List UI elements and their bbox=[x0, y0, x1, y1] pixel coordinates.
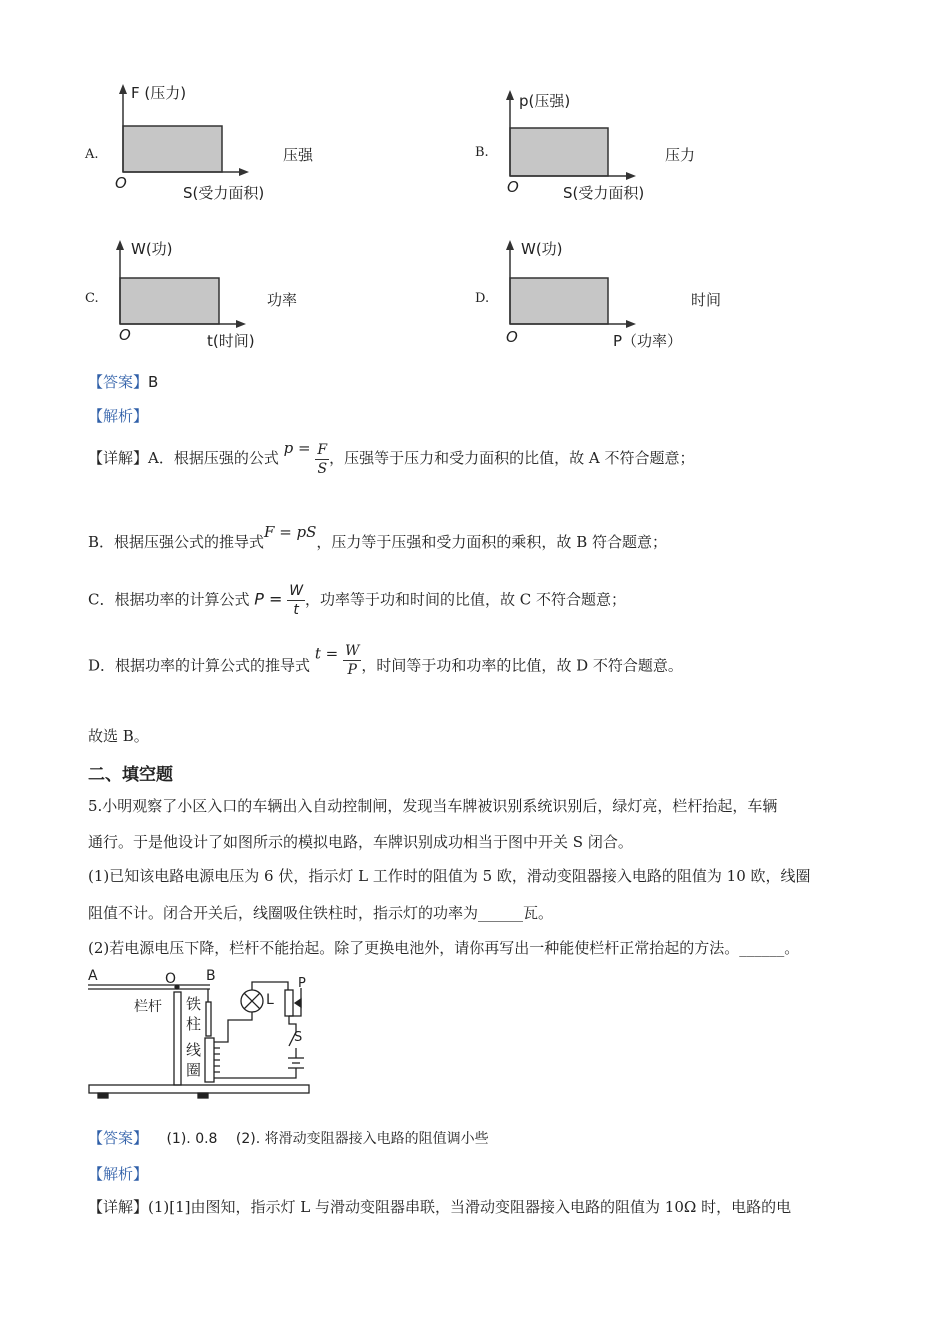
detail-a-post: ，压强等于压力和受力面积的比值，故 A 不符合题意； bbox=[329, 449, 695, 467]
q5-part1-line1: (1)已知该电路电源电压为 6 伏，指示灯 L 工作时的阻值为 5 欧，滑动变阻器接入电路的阻值为 10 欧，线圈 bbox=[88, 867, 811, 885]
q5-detail bbox=[88, 1197, 791, 1217]
y-axis-label: W(功) bbox=[131, 240, 173, 258]
fraction-numerator: W bbox=[344, 643, 360, 659]
formula-b: F = pS bbox=[264, 523, 317, 541]
q5-stem-line2: 通行。于是他设计了如图所示的模拟电路，车牌识别成功相当于图中开关 S 闭合。 bbox=[88, 833, 633, 851]
x-axis-label: S(受力面积) bbox=[183, 184, 265, 202]
q5-part2: (2)若电源电压下降，栏杆不能抬起。除了更换电池外，请你再写出一种能使栏杆正常抬起的方法。______。 bbox=[88, 939, 800, 957]
answer-2: (2). 将滑动变阻器接入电路的阻值调小些 bbox=[235, 1131, 489, 1147]
graph-b bbox=[475, 88, 775, 208]
x-axis-label: P（功率） bbox=[613, 332, 683, 350]
graph-a bbox=[85, 82, 385, 202]
graph-caption: 功率 bbox=[267, 291, 298, 309]
q5-answer bbox=[88, 1128, 489, 1149]
option-label: D. bbox=[475, 291, 490, 306]
graph-c bbox=[85, 236, 385, 356]
graph-caption: 时间 bbox=[691, 291, 722, 309]
fraction-numerator: W bbox=[289, 583, 304, 599]
formula-c-lhs: P = bbox=[254, 589, 283, 609]
label-bar: 栏杆 bbox=[134, 999, 162, 1015]
label-lamp: L bbox=[266, 992, 274, 1008]
fraction-denominator: t bbox=[293, 602, 299, 618]
label-a: A bbox=[88, 968, 98, 984]
circuit-drawing bbox=[86, 968, 326, 1103]
fraction-numerator: F bbox=[317, 441, 328, 458]
q4-analysis-label: 【解析】 bbox=[88, 407, 149, 425]
detail-label: 【详解】 bbox=[88, 449, 149, 467]
graph-caption: 压强 bbox=[283, 146, 314, 164]
detail-d-pre: D．根据功率的计算公式的推导式 bbox=[88, 656, 311, 675]
q5-analysis-label: 【解析】 bbox=[88, 1165, 149, 1183]
y-axis-label: W(功) bbox=[521, 240, 563, 258]
formula-d-lhs: t = bbox=[314, 644, 339, 663]
label-coil: 线圈 bbox=[186, 1041, 202, 1079]
formula-a-fraction bbox=[315, 441, 329, 478]
q4-detail-d bbox=[88, 642, 683, 679]
detail-d-post: ，时间等于功和功率的比值，故 D 不符合题意。 bbox=[361, 656, 683, 675]
fraction-denominator: P bbox=[347, 662, 357, 678]
graph-caption: 压力 bbox=[665, 146, 696, 164]
label-s: S bbox=[294, 1030, 303, 1045]
q4-detail-a bbox=[88, 438, 694, 478]
y-axis-label: p(压强) bbox=[519, 92, 571, 110]
origin-label: O bbox=[506, 328, 518, 346]
q4-answer bbox=[88, 372, 158, 392]
detail-a-pre: A．根据压强的公式 bbox=[148, 449, 279, 467]
graph-d bbox=[475, 236, 775, 356]
label-iron: 铁柱 bbox=[186, 995, 202, 1033]
formula-a-lhs: p = bbox=[283, 439, 311, 457]
q5-part1-line2: 阻值不计。闭合开关后，线圈吸住铁柱时，指示灯的功率为______瓦。 bbox=[88, 904, 554, 922]
detail-b-pre: B．根据压强公式的推导式 bbox=[88, 533, 265, 551]
origin-label: O bbox=[115, 174, 127, 192]
circuit-diagram bbox=[86, 968, 326, 1103]
x-axis-label: S(受力面积) bbox=[563, 184, 645, 202]
q4-detail-b bbox=[88, 522, 667, 552]
section-title: 二、填空题 bbox=[88, 765, 173, 785]
detail-label: 【详解】 bbox=[88, 1198, 149, 1216]
q5-stem-line1: 5.小明观察了小区入口的车辆出入自动控制闸，发现当车牌被识别系统识别后，绿灯亮，栏杆抬起，车辆 bbox=[88, 797, 778, 815]
option-label: C. bbox=[85, 291, 99, 306]
label-p: P bbox=[298, 976, 306, 991]
answer-label: 【答案】 bbox=[88, 373, 149, 391]
label-b: B bbox=[206, 968, 216, 984]
x-axis-label: t(时间) bbox=[207, 332, 255, 350]
answer-label: 【答案】 bbox=[88, 1129, 149, 1147]
option-label: B. bbox=[475, 145, 489, 160]
option-label: A. bbox=[85, 147, 99, 162]
origin-label: O bbox=[119, 326, 131, 344]
detail-c-post: ，功率等于功和时间的比值，故 C 不符合题意； bbox=[305, 590, 627, 609]
y-axis-label: F (压力) bbox=[131, 84, 187, 102]
label-o: O bbox=[165, 971, 177, 987]
fraction-denominator: S bbox=[317, 460, 328, 477]
detail-text: (1)[1]由图知，指示灯 L 与滑动变阻器串联，当滑动变阻器接入电路的阻值为 10Ω 时，电路的电 bbox=[148, 1198, 792, 1216]
formula-c-fraction bbox=[287, 582, 305, 619]
formula-d-fraction bbox=[343, 642, 361, 679]
answer-1: (1). 0.8 bbox=[166, 1131, 218, 1147]
origin-label: O bbox=[507, 178, 519, 196]
q4-detail-c bbox=[88, 582, 626, 619]
detail-c-pre: C．根据功率的计算公式 bbox=[88, 590, 250, 609]
detail-b-post: ，压力等于压强和受力面积的乘积，故 B 符合题意； bbox=[316, 533, 667, 551]
q4-conclusion: 故选 B。 bbox=[88, 727, 149, 745]
answer-value: B bbox=[148, 373, 159, 391]
